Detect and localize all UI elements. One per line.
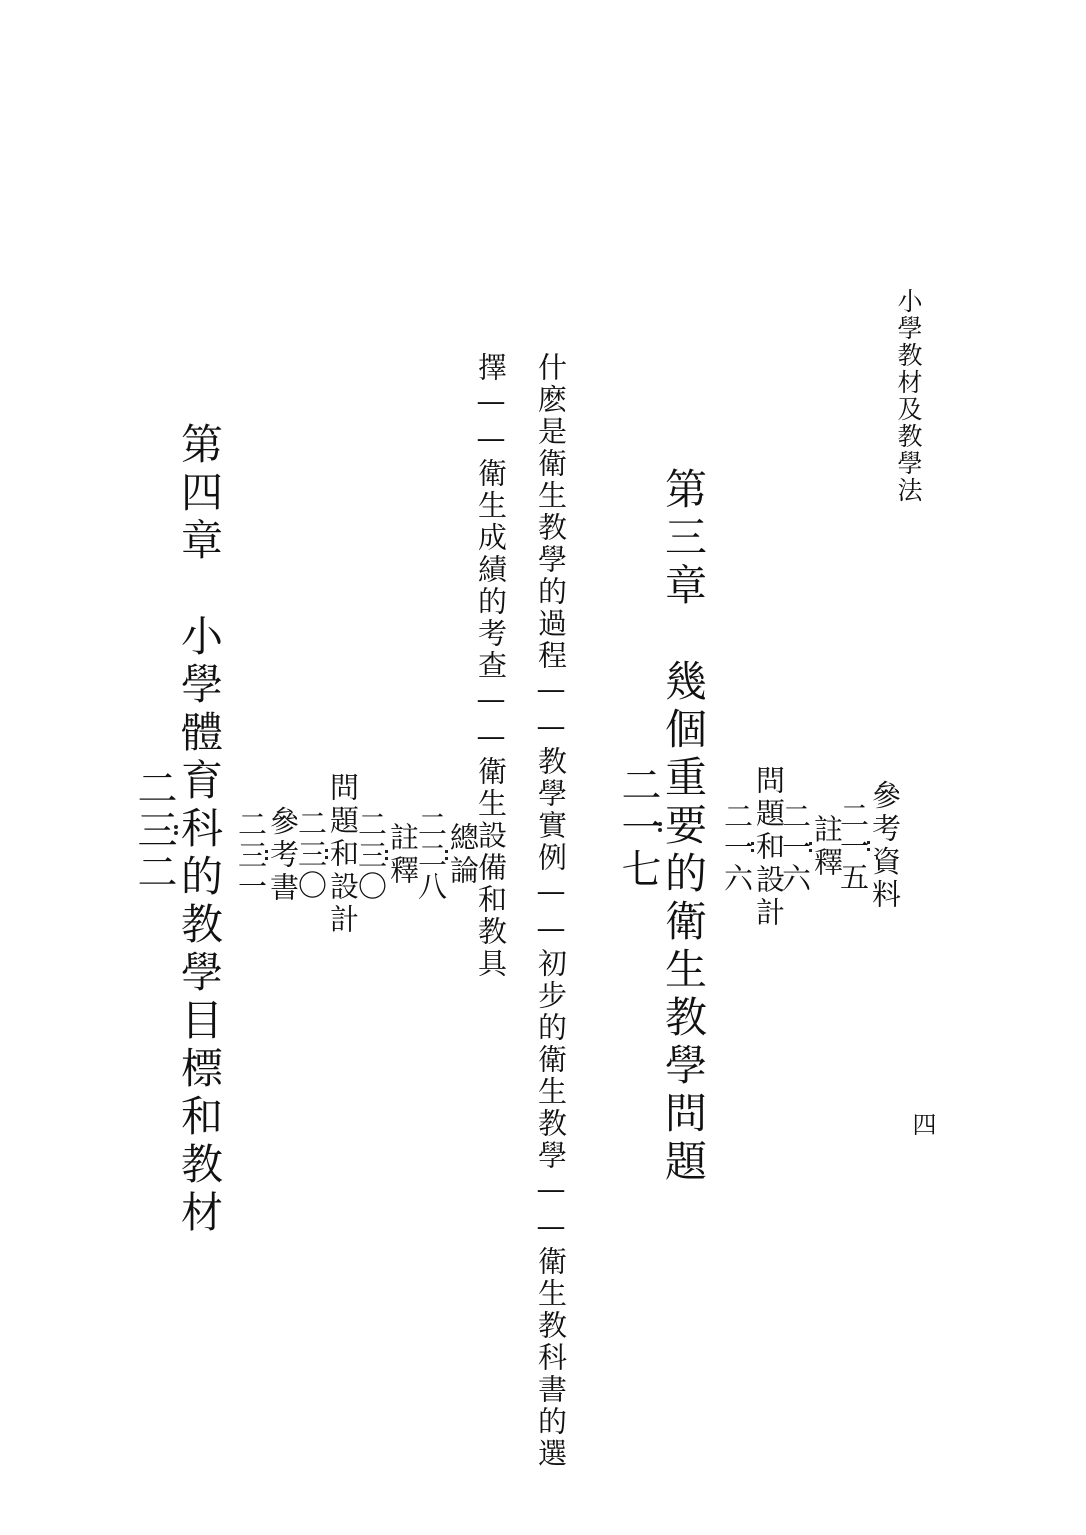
page-number: 四 (908, 1112, 936, 1136)
chapter-title: 第三章 幾個重要的衛生教學問題 (659, 467, 708, 1187)
toc-entry (354, 334, 420, 1376)
entry-title: 註釋 (386, 822, 420, 888)
toc-entry (720, 318, 786, 1376)
running-head: 小學教材及教學法 (894, 288, 923, 504)
entry-title: 問題和設計 (326, 771, 360, 937)
entry-page-number: 二一六 (778, 800, 812, 894)
chapter-title: 第四章 小學體育科的教學目標和教材 (175, 422, 224, 1238)
chapter-page-number: 二三二 (131, 767, 177, 893)
chapter-summary-line: 擇——衛生成績的考查——衛生設備和教具 (474, 352, 508, 980)
chapter-page-number: 二一七 (615, 764, 661, 890)
toc-entry (294, 332, 360, 1376)
toc-entry (778, 318, 844, 1376)
entry-page-number: 二一六 (720, 800, 754, 894)
chapter-heading (615, 278, 708, 1376)
toc-entry (234, 334, 300, 1376)
chapter-summary-line: 什麽是衛生教學的過程——教學實例——初步的衛生教學——衛生教科書的選 (534, 352, 568, 1470)
entry-title: 總論 (446, 822, 480, 888)
entry-page-number: 二一五 (836, 799, 870, 893)
entry-page-number: 二三〇 (294, 807, 328, 901)
entry-title: 參考書 (266, 805, 300, 905)
entry-title: 參考資料 (868, 780, 902, 912)
entry-page-number: 二三一 (234, 808, 268, 902)
chapter-heading (131, 282, 224, 1378)
entry-page-number: 二二八 (414, 808, 448, 902)
entry-page-number: 二三〇 (354, 808, 388, 902)
toc-entry (836, 316, 902, 1376)
entry-title: 問題和設計 (752, 764, 786, 930)
entry-title: 註釋 (810, 814, 844, 880)
toc-entry (414, 334, 480, 1376)
